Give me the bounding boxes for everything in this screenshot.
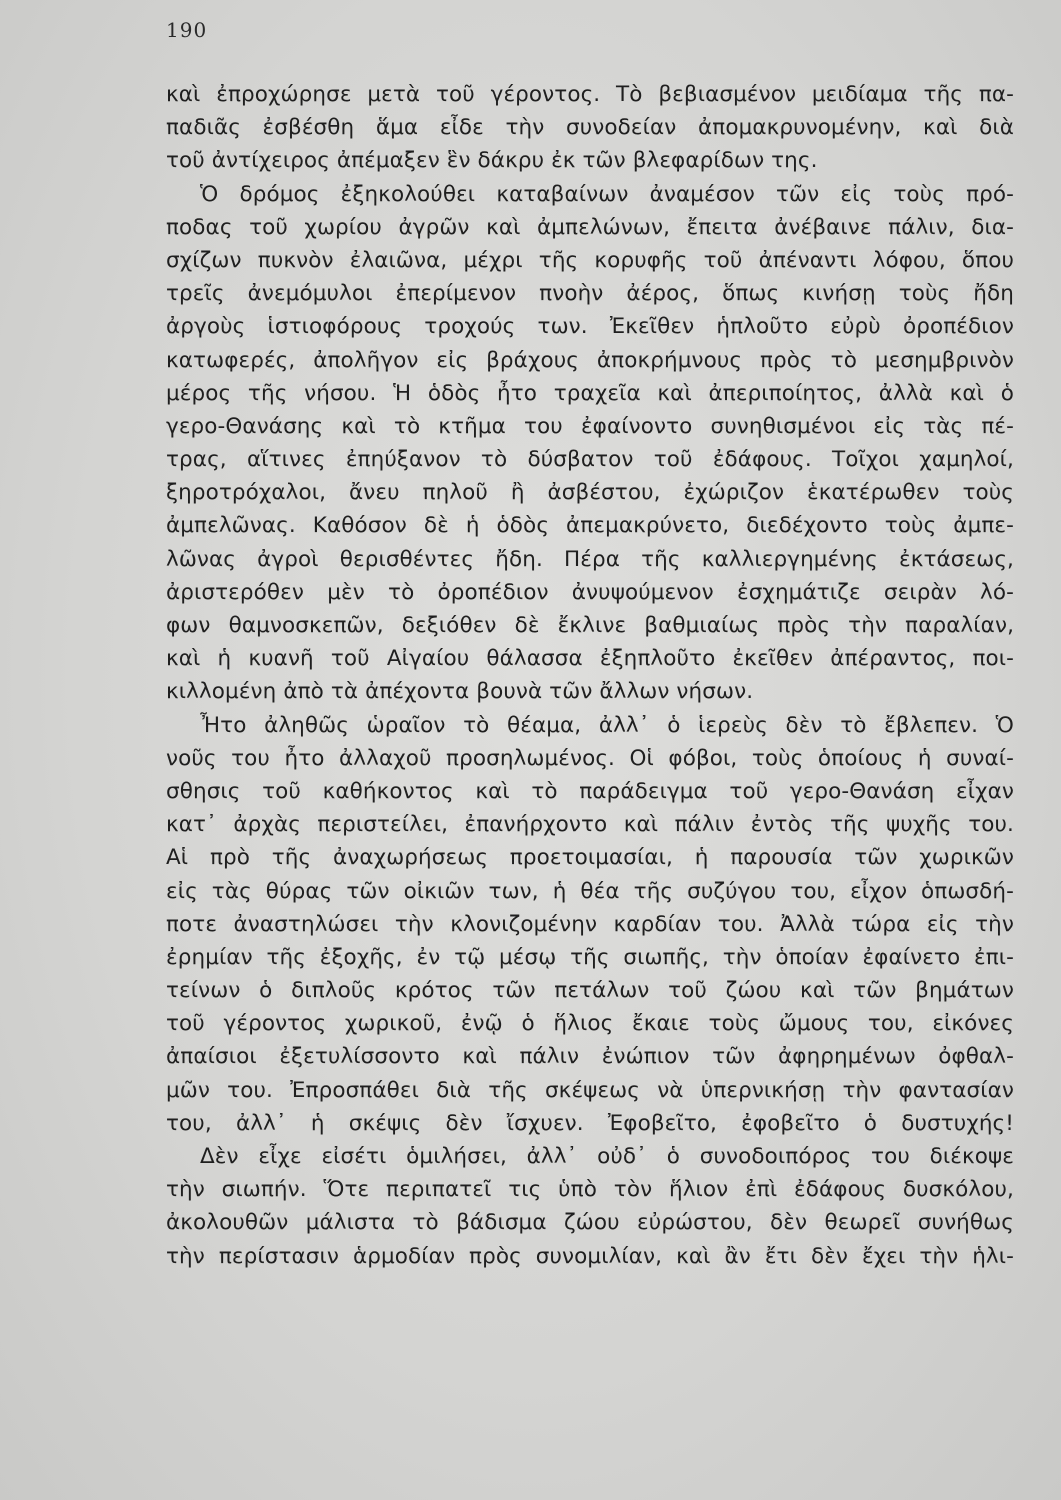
- text-line: σθησις τοῦ καθήκοντος καὶ τὸ παράδειγμα τοῦ γερο-Θανάση εἶχαν: [166, 778, 1014, 804]
- text-line: τρας, αἵτινες ἐπηύξανον τὸ δύσβατον τοῦ ἐδάφους. Τοῖχοι χαμηλοί,: [166, 447, 1014, 473]
- text-line: ξηροτρόχαλοι, ἄνευ πηλοῦ ἢ ἀσβέστου, ἐχώριζον ἑκατέρωθεν τοὺς: [166, 480, 1014, 506]
- text-line: μῶν του. Ἐπροσπάθει διὰ τῆς σκέψεως νὰ ὑπερνικήσῃ τὴν φαντασίαν: [166, 1077, 1014, 1103]
- text-line: ποδας τοῦ χωρίου ἀγρῶν καὶ ἀμπελώνων, ἔπειτα ἀνέβαινε πάλιν, δια-: [166, 214, 1014, 240]
- text-line: τρεῖς ἀνεμόμυλοι ἐπερίμενον πνοὴν ἀέρος, ὅπως κινήσῃ τοὺς ἤδη: [166, 281, 1014, 307]
- text-line: Δὲν εἶχε εἰσέτι ὁμιλήσει, ἀλλ᾽ οὐδ᾽ ὁ συνοδοιπόρος του διέκοψε: [200, 1144, 1014, 1169]
- text-line: του, ἀλλ᾽ ἡ σκέψις δὲν ἴσχυεν. Ἐφοβεῖτο, ἐφοβεῖτο ὁ δυστυχής!: [166, 1110, 1014, 1136]
- text-line: Αἱ πρὸ τῆς ἀναχωρήσεως προετοιμασίαι, ἡ παρουσία τῶν χωρικῶν: [166, 845, 1014, 871]
- text-line: κιλλομένη ἀπὸ τὰ ἀπέχοντα βουνὰ τῶν ἄλλων νήσων.: [166, 679, 754, 705]
- text-line: Ὁ δρόμος ἐξηκολούθει καταβαίνων ἀναμέσον τῶν εἰς τοὺς πρό-: [200, 181, 1014, 207]
- text-line: τὴν περίστασιν ἁρμοδίαν πρὸς συνομιλίαν, καὶ ἂν ἔτι δὲν ἔχει τὴν ἡλι-: [166, 1243, 1014, 1269]
- text-line: ἀπαίσιοι ἐξετυλίσσοντο καὶ πάλιν ἐνώπιον τῶν ἀφηρημένων ὀφθαλ-: [166, 1044, 1014, 1070]
- text-line: φων θαμνοσκεπῶν, δεξιόθεν δὲ ἔκλινε βαθμιαίως πρὸς τὴν παραλίαν,: [166, 613, 1014, 638]
- text-line: γερο-Θανάσης καὶ τὸ κτῆμα του ἐφαίνοντο συνηθισμένοι εἰς τὰς πέ-: [166, 413, 1014, 439]
- text-line: ἀμπελῶνας. Καθόσον δὲ ἡ ὁδὸς ἀπεμακρύνετο, διεδέχοντο τοὺς ἀμπε-: [166, 513, 1014, 539]
- text-line: τὴν σιωπήν. Ὅτε περιπατεῖ τις ὑπὸ τὸν ἥλιον ἐπὶ ἐδάφους δυσκόλου,: [166, 1177, 1014, 1203]
- text-line: παδιᾶς ἐσβέσθη ἅμα εἶδε τὴν συνοδείαν ἀπομακρυνομένην, καὶ διὰ: [166, 115, 1014, 141]
- text-line: ἀριστερόθεν μὲν τὸ ὀροπέδιον ἀνυψούμενον ἐσχημάτιζε σειρὰν λό-: [166, 579, 1014, 605]
- text-line: ἀκολουθῶν μάλιστα τὸ βάδισμα ζώου εὐρώστου, δὲν θεωρεῖ συνήθως: [166, 1210, 1014, 1236]
- text-line: καὶ ἐπροχώρησε μετὰ τοῦ γέροντος. Τὸ βεβιασμένον μειδίαμα τῆς πα-: [166, 82, 1014, 107]
- text-line: καὶ ἡ κυανῆ τοῦ Αἰγαίου θάλασσα ἐξηπλοῦτο ἐκεῖθεν ἀπέραντος, ποι-: [166, 646, 1014, 672]
- text-line: σχίζων πυκνὸν ἐλαιῶνα, μέχρι τῆς κορυφῆς τοῦ ἀπέναντι λόφου, ὅπου: [166, 247, 1014, 273]
- text-line: τοῦ ἀντίχειρος ἀπέμαξεν ἓν δάκρυ ἐκ τῶν βλεφαρίδων της.: [166, 148, 818, 174]
- text-line: νοῦς του ἦτο ἀλλαχοῦ προσηλωμένος. Οἱ φόβοι, τοὺς ὁποίους ἡ συναί-: [166, 745, 1014, 771]
- text-line: ἀργοὺς ἱστιοφόρους τροχούς των. Ἐκεῖθεν ἡπλοῦτο εὐρὺ ὀροπέδιον: [166, 314, 1014, 340]
- text-line: λῶνας ἀγροὶ θερισθέντες ἤδη. Πέρα τῆς καλλιεργημένης ἐκτάσεως,: [166, 546, 1014, 572]
- page-number: 190: [166, 18, 208, 42]
- text-line: κατ᾽ ἀρχὰς περιστείλει, ἐπανήρχοντο καὶ πάλιν ἐντὸς τῆς ψυχῆς του.: [166, 812, 1014, 838]
- text-line: Ἦτο ἀληθῶς ὡραῖον τὸ θέαμα, ἀλλ᾽ ὁ ἱερεὺς δὲν τὸ ἔβλεπεν. Ὁ: [200, 712, 1014, 738]
- text-line: εἰς τὰς θύρας τῶν οἰκιῶν των, ἡ θέα τῆς συζύγου του, εἶχον ὁπωσδή-: [166, 878, 1014, 904]
- text-line: μέρος τῆς νήσου. Ἡ ὁδὸς ἦτο τραχεῖα καὶ ἀπεριποίητος, ἀλλὰ καὶ ὁ: [166, 380, 1014, 406]
- text-line: τείνων ὁ διπλοῦς κρότος τῶν πετάλων τοῦ ζώου καὶ τῶν βημάτων: [166, 978, 1014, 1004]
- text-line: ποτε ἀναστηλώσει τὴν κλονιζομένην καρδίαν του. Ἀλλὰ τώρα εἰς τὴν: [166, 911, 1014, 937]
- text-line: ἐρημίαν τῆς ἐξοχῆς, ἐν τῷ μέσῳ τῆς σιωπῆς, τὴν ὁποίαν ἐφαίνετο ἐπι-: [166, 944, 1014, 970]
- text-line: τοῦ γέροντος χωρικοῦ, ἐνῷ ὁ ἥλιος ἔκαιε τοὺς ὤμους του, εἰκόνες: [166, 1011, 1014, 1037]
- text-line: κατωφερές, ἀπολῆγον εἰς βράχους ἀποκρήμνους πρὸς τὸ μεσημβρινὸν: [166, 347, 1014, 373]
- body-text: [166, 78, 1014, 1273]
